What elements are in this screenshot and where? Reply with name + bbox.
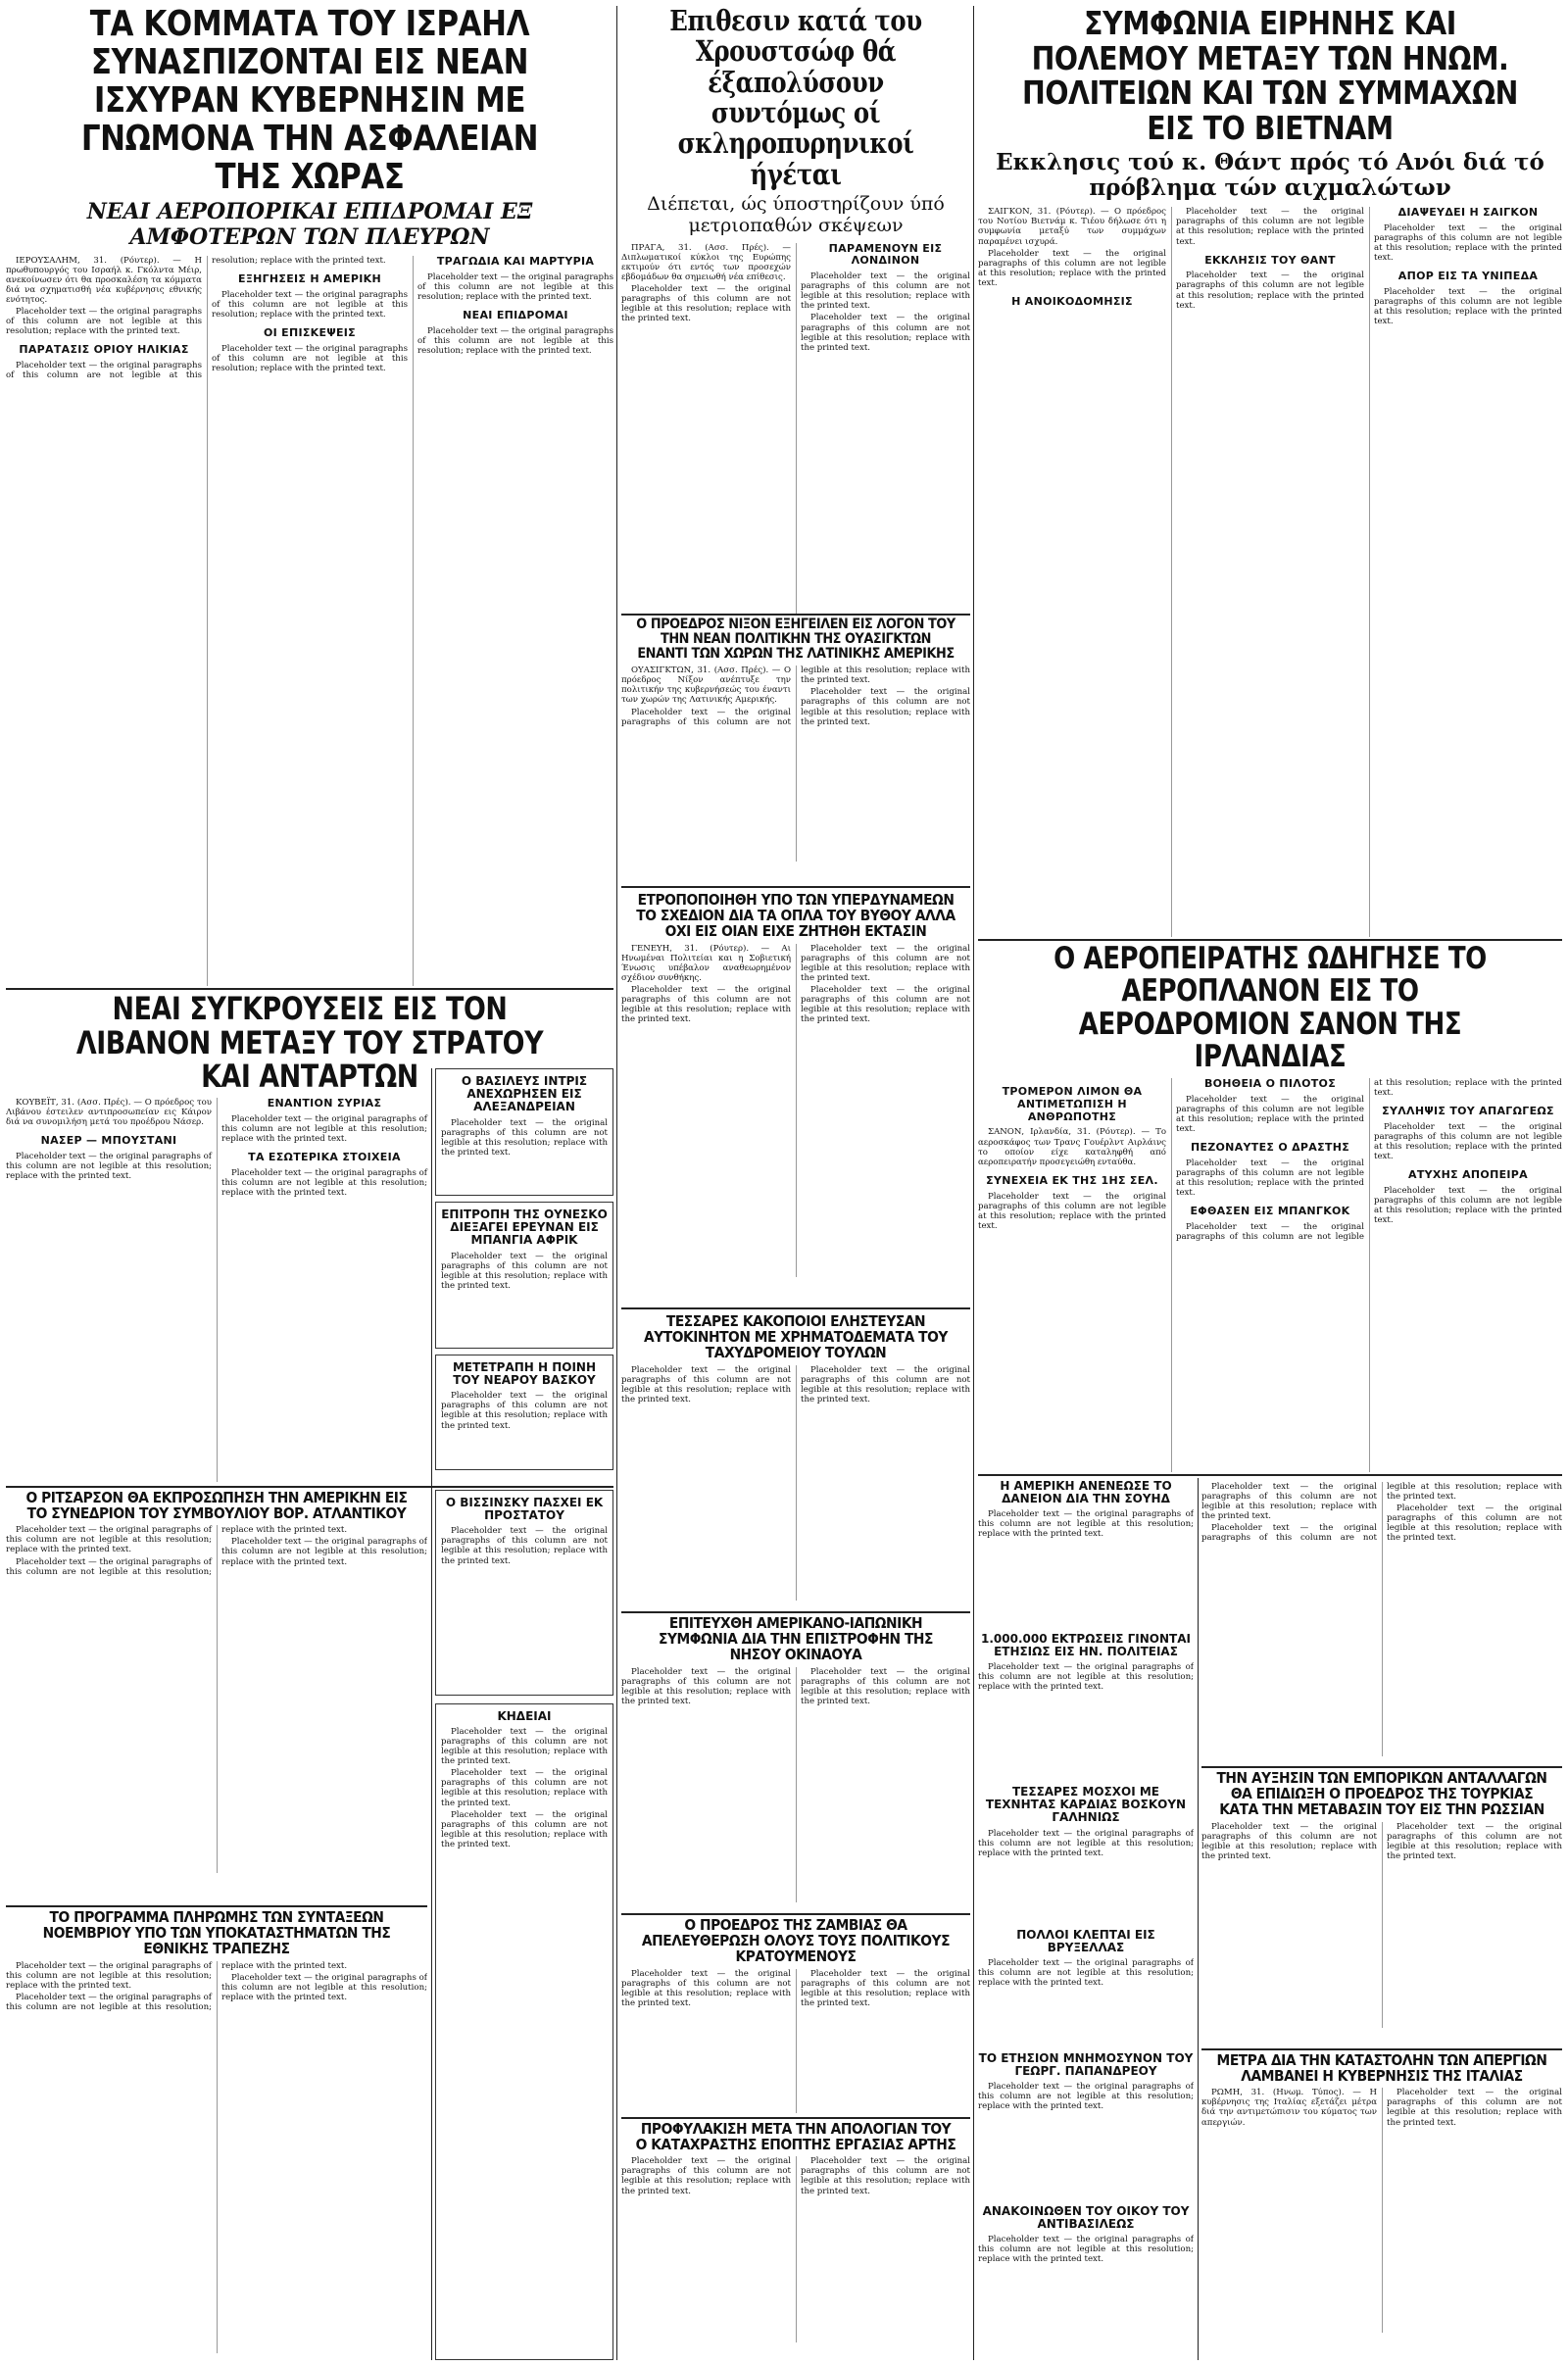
headline-deaths: ΚΗΔΕΙΑΙ bbox=[497, 1709, 552, 1723]
paragraph: ΚΟΥΒΕΪΤ, 31. (Ασσ. Πρές). — Ο πρόεδρος του Λιβάνου έστειλεν αντιπροσωπείαν εις Κάιρον διά να συνομιλήση μετά του προέδρου Νάσερ. bbox=[6, 1097, 212, 1127]
headline-penalty: ΜΕΤΕΤΡΑΠΗ Η ΠΟΙΝΗ ΤΟΥ ΝΕΑΡΟΥ ΒΑΣΚΟΥ bbox=[452, 1360, 597, 1388]
headline-lebanon: ΝΕΑΙ ΣΥΓΚΡΟΥΣΕΙΣ ΕΙΣ ΤΟΝ ΛΙΒΑΝΟΝ ΜΕΤΑΞΥ ΤΟΥ ΣΤΡΑΤΟΥ ΚΑΙ ΑΝΤΑΡΤΩΝ bbox=[75, 992, 544, 1096]
body-prince bbox=[441, 1118, 608, 1158]
subhead-israel: ΝΕΑΙ ΑΕΡΟΠΟΡΙΚΑΙ ΕΠΙΔΡΟΜΑΙ ΕΞ ΑΜΦΟΤΕΡΩΝ ΤΩΝ ΠΛΕΥΡΩΝ bbox=[86, 199, 533, 250]
section-heading: ΠΑΡΑΜΕΝΟΥΝ ΕΙΣ ΛΟΝΔΙΝΟΝ bbox=[828, 241, 943, 268]
body-vietnam bbox=[978, 207, 1562, 937]
paragraph: Placeholder text — the original paragraphs of this column are not legible at this resolution; replace with the printed text. bbox=[978, 248, 1166, 288]
body-pensions bbox=[6, 1961, 427, 2353]
paragraph: Placeholder text — the original paragraphs of this column are not legible at this resolution; replace with the printed text. bbox=[978, 2082, 1194, 2112]
section-heading: Η ΑΝΟΙΚΟΔΟΜΗΣΙΣ bbox=[1011, 294, 1133, 308]
paragraph: Placeholder text — the original paragraphs of this column are not legible at this resolution; replace with the printed text. bbox=[1176, 207, 1364, 247]
section-heading: ΤΡΟΜΕΡΟΝ ΛΙΜΟΝ ΘΑ ΑΝΤΙΜΕΤΩΠΙΣΗ Η ΑΝΘΡΩΠΟΤΗΣ bbox=[1002, 1084, 1143, 1123]
paragraph: Placeholder text — the original paragraphs of this column are not legible at this resolution; replace with the printed text. bbox=[1387, 1821, 1562, 1861]
paragraph: Placeholder text — the original paragraphs of this column are not legible at this resolution; replace with the printed text. bbox=[6, 1960, 212, 1991]
article-ireland bbox=[978, 943, 1562, 1472]
paragraph: Placeholder text — the original paragraphs of this column are not legible at this resolution; replace with the printed text. bbox=[221, 1537, 427, 1567]
section-heading: ΕΞΗΓΗΣΕΙΣ Η ΑΜΕΡΙΚΗ bbox=[238, 272, 381, 286]
headline-underwater: ΕΤΡΟΠΟΠΟΙΗΘΗ ΥΠΟ ΤΩΝ ΥΠΕΡΔΥΝΑΜΕΩΝ ΤΟ ΣΧΕΔΙΟΝ ΔΙΑ ΤΑ ΟΠΛΑ ΤΟΥ ΒΥΘΟΥ ΑΛΛΑ ΟΧΙ ΕΙΣ ΟΙΑΝ ΕΙΧΕ ΖΗΤΗΘΗ ΕΚΤΑΣΙΝ bbox=[636, 892, 956, 941]
column-rule bbox=[431, 1068, 432, 2360]
body-khrushchev bbox=[621, 243, 970, 614]
body-thieves bbox=[978, 1958, 1194, 1988]
headline-italy: ΜΕΤΡΑ ΔΙΑ ΤΗΝ ΚΑΤΑΣΤΟΛΗΝ ΤΩΝ ΑΠΕΡΓΙΩΝ ΛΑΜΒΑΝΕΙ Η ΚΥΒΕΡΝΗΣΙΣ ΤΗΣ ΙΤΑΛΙΑΣ bbox=[1216, 2052, 1547, 2086]
body-penalty bbox=[441, 1391, 608, 1430]
subhead-vietnam: Εκκλησις τού κ. Θάντ πρός τό Ανόι διά τό πρόβλημα τών αιχμαλώτων bbox=[996, 148, 1544, 201]
section-heading: ΠΕΖΟΝΑΥΤΕΣ Ο ΔΡΑΣΤΗΣ bbox=[1190, 1140, 1350, 1154]
article-memorial bbox=[978, 2050, 1194, 2197]
section-rule bbox=[621, 886, 970, 888]
body-lebanon bbox=[6, 1098, 427, 1482]
headline-memorial: ΤΟ ΕΤΗΣΙΟΝ ΜΝΗΜΟΣΥΝΟΝ ΤΟΥ ΓΕΩΡΓ. ΠΑΠΑΝΔΡΕΟΥ bbox=[978, 2051, 1194, 2079]
section-rule bbox=[621, 1611, 970, 1613]
section-rule bbox=[6, 988, 613, 990]
headline-nixon: Ο ΠΡΟΕΔΡΟΣ ΝΙΞΟΝ ΕΞΗΓΕΙΛΕΝ ΕΙΣ ΛΟΓΟΝ ΤΟΥ ΤΗΝ ΝΕΑΝ ΠΟΛΙΤΙΚΗΝ ΤΗΣ ΟΥΑΣΙΓΚΤΩΝ ΕΝΑΝΤΙ ΤΩΝ ΧΩΡΩΝ ΤΗΣ ΛΑΤΙΝΙΚΗΣ ΑΜΕΡΙΚΗΣ bbox=[636, 617, 956, 663]
paragraph: Placeholder text — the original paragraphs of this column are not legible at this resolution; replace with the printed text. bbox=[6, 255, 386, 381]
paragraph: Placeholder text — the original paragraphs of this column are not legible at this resolution; replace with the printed text. bbox=[441, 1727, 608, 1767]
paragraph: Placeholder text — the original paragraphs of this column are not legible at this resolution; replace with the printed text. bbox=[441, 1117, 608, 1158]
paragraph: Placeholder text — the original paragraphs of this column are not legible at this resolution; replace with the printed text. bbox=[1374, 287, 1562, 327]
headline-pensions: ΤΟ ΠΡΟΓΡΑΜΜΑ ΠΛΗΡΩΜΗΣ ΤΩΝ ΣΥΝΤΑΞΕΩΝ ΝΟΕΜΒΡΙΟΥ ΥΠΟ ΤΩΝ ΥΠΟΚΑΤΑΣΤΗΜΑΤΩΝ ΤΗΣ ΕΘΝΙΚΗΣ ΤΡΑΠΕΖΗΣ bbox=[42, 1909, 391, 1958]
article-penalty bbox=[435, 1355, 613, 1470]
article-quakes bbox=[978, 1631, 1194, 1778]
body-italy bbox=[1201, 2088, 1562, 2333]
article-arta bbox=[621, 2121, 970, 2360]
paragraph: Placeholder text — the original paragraphs of this column are not legible at this resolution; replace with the printed text. bbox=[1176, 271, 1364, 311]
paragraph: Placeholder text — the original paragraphs of this column are not legible at this resolution; replace with the printed text. bbox=[801, 943, 970, 983]
article-khrushchev bbox=[621, 6, 970, 614]
article-okinawa bbox=[621, 1615, 970, 1909]
article-robbery bbox=[621, 1313, 970, 1607]
paragraph: Placeholder text — the original paragraphs of this column are not legible at this resolution; replace with the printed text. bbox=[801, 271, 970, 312]
body-turkey bbox=[1201, 1822, 1562, 2028]
headline-vietnam: ΣΥΜΦΩΝΙΑ ΕΙΡΗΝΗΣ ΚΑΙ ΠΟΛΕΜΟΥ ΜΕΤΑΞΥ ΤΩΝ ΗΝΩΜ. ΠΟΛΙΤΕΙΩΝ ΚΑΙ ΤΩΝ ΣΥΜΜΑΧΩΝ ΕΙΣ ΤΟ ΒΙΕΤΝΑΜ bbox=[1022, 6, 1518, 147]
section-rule bbox=[6, 1905, 427, 1907]
paragraph: Placeholder text — the original paragraphs of this column are not legible at this resolution; replace with the printed text. bbox=[978, 1662, 1194, 1693]
section-heading: ΕΦΘΑΣΕΝ ΕΙΣ ΜΠΑΝΓΚΟΚ bbox=[1190, 1204, 1350, 1217]
section-heading: ΟΙ ΕΠΙΣΚΕΨΕΙΣ bbox=[263, 326, 356, 340]
section-heading: ΝΑΣΕΡ — ΜΠΟΥΣΤΑΝΙ bbox=[40, 1133, 177, 1147]
headline-okinawa: ΕΠΙΤΕΥΧΘΗ ΑΜΕΡΙΚΑΝΟ-ΙΑΠΩΝΙΚΗ ΣΥΜΦΩΝΙΑ ΔΙΑ ΤΗΝ ΕΠΙΣΤΡΟΦΗΝ ΤΗΣ ΝΗΣΟΥ ΟΚΙΝΑΟΥΑ bbox=[659, 1615, 933, 1664]
body-quakes bbox=[978, 1662, 1194, 1692]
headline-thieves: ΠΟΛΛΟΙ ΚΛΕΠΤΑΙ ΕΙΣ ΒΡΥΞΕΛΛΑΣ bbox=[1016, 1928, 1155, 1955]
paragraph: Placeholder text — the original paragraphs of this column are not legible at this resolution; replace with the printed text. bbox=[621, 984, 791, 1024]
paragraph: Placeholder text — the original paragraphs of this column are not legible at this resolution; replace with the printed text. bbox=[6, 1525, 348, 1577]
headline-ireland: Ο ΑΕΡΟΠΕΙΡΑΤΗΣ ΩΔΗΓΗΣΕ ΤΟ ΑΕΡΟΠΛΑΝΟΝ ΕΙΣ ΤΟ ΑΕΡΟΔΡΟΜΙΟΝ ΣΑΝΟΝ ΤΗΣ ΙΡΛΑΝΔΙΑΣ bbox=[1054, 943, 1487, 1075]
body-ireland bbox=[978, 1078, 1562, 1472]
article-italy bbox=[1201, 2052, 1562, 2360]
paragraph: ΙΕΡΟΥΣΑΛΗΜ, 31. (Ρόυτερ). — Η πρωθυπουργός του Ισραήλ κ. Γκόλντα Μέιρ, ανεκοίνωσεν ότι θα προσκαλέση τα κόμματα διά να σχηματισθή νέα κυβέρνησις εθνικής ενότητος. bbox=[6, 255, 202, 306]
paragraph: ΣΑΙΓΚΟΝ, 31. (Ρόυτερ). — Ο πρόεδρος του Νοτίου Βιετνάμ κ. Τιέου δήλωσε ότι η συμφωνία μεταξύ των συμμάχων παραμένει ισχυρά. bbox=[978, 207, 1166, 247]
paragraph: Placeholder text — the original paragraphs of this column are not legible at this resolution; replace with the printed text. bbox=[441, 1809, 608, 1849]
article-dollars bbox=[978, 1478, 1194, 1625]
headline-zambia: Ο ΠΡΟΕΔΡΟΣ ΤΗΣ ΖΑΜΒΙΑΣ ΘΑ ΑΠΕΛΕΥΘΕΡΩΣΗ ΟΛΟΥΣ ΤΟΥΣ ΠΟΛΙΤΙΚΟΥΣ ΚΡΑΤΟΥΜΕΝΟΥΣ bbox=[641, 1917, 951, 1966]
headline-nato: Ο ΡΙΤΣΑΡΣΟΝ ΘΑ ΕΚΠΡΟΣΩΠΗΣΗ ΤΗΝ ΑΜΕΡΙΚΗΝ ΕΙΣ ΤΟ ΣΥΝΕΔΡΙΟΝ ΤΟΥ ΣΥΜΒΟΥΛΙΟΥ ΒΟΡ. ΑΤΛΑΝΤΙΚΟΥ bbox=[25, 1490, 408, 1523]
paragraph: Placeholder text — the original paragraphs of this column are not legible at this resolution; replace with the printed text. bbox=[1201, 1821, 1377, 1861]
body-cows bbox=[978, 1829, 1194, 1858]
paragraph: Placeholder text — the original paragraphs of this column are not legible at this resolution; replace with the printed text. bbox=[212, 343, 408, 373]
paragraph: Placeholder text — the original paragraphs of this column are not legible at this resolution; replace with the printed text. bbox=[6, 1151, 212, 1181]
body-nixon bbox=[621, 665, 970, 862]
paragraph: Placeholder text — the original paragraphs of this column are not legible at this resolution; replace with the printed text. bbox=[221, 1113, 427, 1144]
paragraph: Placeholder text — the original paragraphs of this column are not legible at this resolution; replace with the printed text. bbox=[801, 687, 970, 727]
paragraph: ΠΡΑΓΑ, 31. (Ασσ. Πρές). — Διπλωματικοί κύκλοι της Ευρώπης εκτιμούν ότι εντός των προσεχών εβδομάδων θα σημειωθή νέα επίθεσις. bbox=[621, 242, 791, 282]
paragraph: Placeholder text — the original paragraphs of this column are not legible at this resolution; replace with the printed text. bbox=[221, 1167, 427, 1198]
headline-arta: ΠΡΟΦΥΛΑΚΙΣΗ ΜΕΤΑ ΤΗΝ ΑΠΟΛΟΓΙΑΝ ΤΟΥ Ο ΚΑΤΑΧΡΑΣΤΗΣ ΕΠΟΠΤΗΣ ΕΡΓΑΣΙΑΣ ΑΡΤΗΣ bbox=[635, 2121, 956, 2154]
article-nato bbox=[6, 1490, 427, 1901]
paragraph: Placeholder text — the original paragraphs of this column are not legible at this resolution; replace with the printed text. bbox=[978, 1958, 1194, 1989]
paragraph: ΣΑΝΟΝ, Ιρλανδία, 31. (Ρόυτερ). — Το αεροσκάφος των Τρανς Γουέρλντ Αιρλάινς το οποίον είχε καταληφθή από αεροπειρατήν προσεγειώθη ενταύθα. bbox=[978, 1127, 1166, 1167]
body-deaths bbox=[441, 1727, 608, 1849]
body-zambia bbox=[621, 1969, 970, 2113]
section-heading: ΣΥΝΕΧΕΙΑ ΕΚ ΤΗΣ 1ΗΣ ΣΕΛ. bbox=[986, 1173, 1158, 1187]
body-robbery bbox=[621, 1365, 970, 1601]
body-bazzini bbox=[441, 1526, 608, 1565]
paragraph: Placeholder text — the original paragraphs of this column are not legible at this resolution; replace with the printed text. bbox=[978, 1191, 1166, 1231]
body-arta bbox=[621, 2156, 970, 2342]
headline-quakes: 1.000.000 ΕΚΤΡΩΣΕΙΣ ΓΙΝΟΝΤΑΙ ΕΤΗΣΙΩΣ ΕΙΣ ΗΝ. ΠΟΛΙΤΕΙΑΣ bbox=[981, 1632, 1191, 1659]
section-heading: ΣΥΛΛΗΨΙΣ ΤΟΥ ΑΠΑΓΩΓΕΩΣ bbox=[1382, 1104, 1554, 1117]
paragraph: Placeholder text — the original paragraphs of this column are not legible at this resolution; replace with the printed text. bbox=[441, 1768, 608, 1808]
article-deaths bbox=[435, 1703, 613, 2360]
section-rule bbox=[621, 1913, 970, 1915]
article-bazzini bbox=[435, 1490, 613, 1696]
paragraph: Placeholder text — the original paragraphs of this column are not legible at this resolution; replace with the printed text. bbox=[801, 1364, 970, 1405]
section-rule bbox=[621, 1307, 970, 1309]
paragraph: Placeholder text — the original paragraphs of this column are not legible at this resolution; replace with the printed text. bbox=[417, 325, 613, 356]
paragraph: Placeholder text — the original paragraphs of this column are not legible at this resolution; replace with the printed text. bbox=[978, 1828, 1194, 1858]
section-heading: ΔΙΑΨΕΥΔΕΙ Η ΣΑΙΓΚΟΝ bbox=[1397, 206, 1539, 220]
article-thieves bbox=[978, 1927, 1194, 2045]
paragraph: Placeholder text — the original paragraphs of this column are not legible at this resolution; replace with the printed text. bbox=[1176, 1158, 1364, 1198]
column-rule bbox=[616, 6, 617, 2360]
paragraph: ΡΩΜΗ, 31. (Ηνωμ. Τύπος). — Η κυβέρνησις της Ιταλίας εξετάζει μέτρα διά την αντιμετώπισιν του κύματος των απεργιών. bbox=[1201, 2088, 1377, 2128]
paragraph: Placeholder text — the original paragraphs of this column are not legible at this resolution; replace with the printed text. bbox=[621, 283, 791, 323]
paragraph: Placeholder text — the original paragraphs of this column are not legible at this resolution; replace with the printed text. bbox=[621, 1364, 791, 1405]
section-heading: ΤΑ ΕΣΩΤΕΡΙΚΑ ΣΤΟΙΧΕΙΑ bbox=[248, 1150, 401, 1163]
body-memorial bbox=[978, 2082, 1194, 2111]
section-rule bbox=[1201, 2048, 1562, 2050]
section-rule bbox=[621, 614, 970, 616]
body-underwater bbox=[621, 944, 970, 1277]
paragraph: Placeholder text — the original paragraphs of this column are not legible at this resolution; replace with the printed text. bbox=[1374, 223, 1562, 264]
paragraph: Placeholder text — the original paragraphs of this column are not legible at this resolution; replace with the printed text. bbox=[441, 1391, 608, 1431]
section-rule bbox=[978, 939, 1562, 941]
paragraph: Placeholder text — the original paragraphs of this column are not legible at this resolution; replace with the printed text. bbox=[621, 665, 970, 727]
body-okinawa bbox=[621, 1667, 970, 1902]
paragraph: Placeholder text — the original paragraphs of this column are not legible at this resolution; replace with the printed text. bbox=[978, 1509, 1194, 1540]
article-vietnam bbox=[978, 6, 1562, 937]
article-cows bbox=[978, 1784, 1194, 1921]
article-underwater bbox=[621, 892, 970, 1304]
section-heading: ΠΑΡΑΤΑΣΙΣ ΟΡΙΟΥ ΗΛΙΚΙΑΣ bbox=[19, 343, 189, 357]
article-israel bbox=[6, 6, 613, 986]
column-rule bbox=[1198, 1478, 1199, 2360]
section-heading: ΕΝΑΝΤΙΟΝ ΣΥΡΙΑΣ bbox=[267, 1096, 382, 1109]
paragraph: Placeholder text — the original paragraphs of this column are not legible at this resolution; replace with the printed text. bbox=[1387, 1503, 1562, 1544]
paragraph: Placeholder text — the original paragraphs of this column are not legible at this resolution; replace with the printed text. bbox=[1176, 1077, 1562, 1242]
article-prince bbox=[435, 1068, 613, 1196]
body-unesco bbox=[441, 1252, 608, 1291]
section-rule bbox=[978, 1474, 1562, 1476]
section-heading: ΑΤΥΧΗΣ ΑΠΟΠΕΙΡΑ bbox=[1408, 1168, 1528, 1182]
article-zambia bbox=[621, 1917, 970, 2113]
paragraph: Placeholder text — the original paragraphs of this column are not legible at this resolution; replace with the printed text. bbox=[1201, 1482, 1562, 1544]
paragraph: Placeholder text — the original paragraphs of this column are not legible at this resolution; replace with the printed text. bbox=[1374, 1121, 1562, 1161]
section-heading: ΒΟΗΘΕΙΑ Ο ΠΙΛΟΤΟΣ bbox=[1203, 1076, 1337, 1090]
paragraph: Placeholder text — the original paragraphs of this column are not legible at this resolution; replace with the printed text. bbox=[6, 1960, 348, 2012]
article-royal bbox=[978, 2203, 1194, 2360]
headline-unesco: ΕΠΙΤΡΟΠΗ ΤΗΣ ΟΥΝΕΣΚΟ ΔΙΕΞΑΓΕΙ ΕΡΕΥΝΑΝ ΕΙΣ ΜΠΑΝΓΙΑ ΑΦΡΙΚ bbox=[441, 1208, 608, 1248]
section-rule bbox=[1201, 1766, 1562, 1768]
paragraph: Placeholder text — the original paragraphs of this column are not legible at this resolution; replace with the printed text. bbox=[801, 1968, 970, 2008]
paragraph: Placeholder text — the original paragraphs of this column are not legible at this resolution; replace with the printed text. bbox=[978, 2235, 1194, 2265]
body-nato bbox=[6, 1525, 427, 1873]
paragraph: Placeholder text — the original paragraphs of this column are not legible at this resolution; replace with the printed text. bbox=[621, 2156, 791, 2196]
paragraph: Placeholder text — the original paragraphs of this column are not legible at this resolution; replace with the printed text. bbox=[801, 1666, 970, 1706]
body-royal bbox=[978, 2235, 1194, 2264]
headline-royal: ΑΝΑΚΟΙΝΩΘΕΝ ΤΟΥ ΟΙΚΟΥ ΤΟΥ ΑΝΤΙΒΑΣΙΛΕΩΣ bbox=[982, 2204, 1190, 2232]
paragraph: Placeholder text — the original paragraphs of this column are not legible at this resolution; replace with the printed text. bbox=[6, 307, 202, 337]
section-heading: ΕΚΚΛΗΣΙΣ ΤΟΥ ΘΑΝΤ bbox=[1204, 253, 1336, 267]
paragraph: ΓΕΝΕΥΗ, 31. (Ρόυτερ). — Αι Ηνωμέναι Πολιτείαι και η Σοβιετική Ένωσις υπέβαλον αναθεωρημένον σχέδιον συνθήκης. bbox=[621, 943, 791, 983]
article-unesco bbox=[435, 1202, 613, 1349]
paragraph: Placeholder text — the original paragraphs of this column are not legible at this resolution; replace with the printed text. bbox=[441, 1251, 608, 1291]
paragraph: Placeholder text — the original paragraphs of this column are not legible at this resolution; replace with the printed text. bbox=[1201, 1482, 1377, 1522]
headline-khrushchev: Επιθεσιν κατά του Χρουστσώφ θά έξαπολύσουν συντόμως οί σκληροπυρηνικοί ήγέται bbox=[669, 6, 922, 191]
section-heading: ΑΠΟΡ ΕΙΣ ΤΑ ΥΝΙΠΕΔΑ bbox=[1397, 270, 1539, 283]
article-pensions bbox=[6, 1909, 427, 2360]
paragraph: Placeholder text — the original paragraphs of this column are not legible at this resolution; replace with the printed text. bbox=[1374, 1185, 1562, 1226]
paragraph: Placeholder text — the original paragraphs of this column are not legible at this resolution; replace with the printed text. bbox=[441, 1526, 608, 1566]
paragraph: Placeholder text — the original paragraphs of this column are not legible at this resolution; replace with the printed text. bbox=[417, 271, 613, 302]
paragraph: Placeholder text — the original paragraphs of this column are not legible at this resolution; replace with the printed text. bbox=[801, 313, 970, 353]
headline-prince: Ο ΒΑΣΙΛΕΥΣ ΙΝΤΡΙΣ ΑΝΕΧΩΡΗΣΕΝ ΕΙΣ ΑΛΕΞΑΝΔΡΕΙΑΝ bbox=[461, 1074, 588, 1114]
headline-israel: ΤΑ ΚΟΜΜΑΤΑ ΤΟΥ ΙΣΡΑΗΛ ΣΥΝΑΣΠΙΖΟΝΤΑΙ ΕΙΣ ΝΕΑΝ ΙΣΧΥΡΑΝ ΚΥΒΕΡΝΗΣΙΝ ΜΕ ΓΝΩΜΟΝΑ ΤΗΝ ΑΣΦΑΛΕΙΑΝ ΤΗΣ ΧΩΡΑΣ bbox=[80, 6, 539, 197]
section-heading: ΤΡΑΓΩΔΙΑ ΚΑΙ ΜΑΡΤΥΡΙΑ bbox=[436, 254, 595, 268]
section-rule bbox=[6, 1486, 613, 1488]
headline-bazzini: Ο ΒΙΣΣΙΝΣΚΥ ΠΑΣΧΕΙ ΕΚ ΠΡΟΣΤΑΤΟΥ bbox=[445, 1496, 604, 1523]
paragraph: Placeholder text — the original paragraphs of this column are not legible at this resolution; replace with the printed text. bbox=[801, 2156, 970, 2196]
article-nixon bbox=[621, 617, 970, 882]
column-rule bbox=[973, 6, 974, 2360]
paragraph: Placeholder text — the original paragraphs of this column are not legible at this resolution; replace with the printed text. bbox=[801, 984, 970, 1024]
paragraph: Placeholder text — the original paragraphs of this column are not legible at this resolution; replace with the printed text. bbox=[221, 1972, 427, 2002]
headline-robbery: ΤΕΣΣΑΡΕΣ ΚΑΚΟΠΟΙΟΙ ΕΛΗΣΤΕΥΣΑΝ ΑΥΤΟΚΙΝΗΤΟΝ ΜΕ ΧΡΗΜΑΤΟΔΕΜΑΤΑ ΤΟΥ ΤΑΧΥΔΡΟΜΕΙΟΥ ΤΟΥΛΩΝ bbox=[644, 1313, 948, 1362]
headline-cows: ΤΕΣΣΑΡΕΣ ΜΟΣΧΟΙ ΜΕ ΤΕΧΝΗΤΑΣ ΚΑΡΔΙΑΣ ΒΟΣΚΟΥΝ ΓΑΛΗΝΙΩΣ bbox=[985, 1785, 1187, 1825]
subhead-khrushchev: Διέπεται, ώς ύποστηρίζουν ύπό μετριοπαθών σκέψεων bbox=[647, 192, 945, 236]
section-heading: ΝΕΑΙ ΕΠΙΔΡΟΜΑΙ bbox=[463, 308, 568, 321]
paragraph: Placeholder text — the original paragraphs of this column are not legible at this resolution; replace with the printed text. bbox=[621, 1666, 791, 1706]
headline-dollars: Η ΑΜΕΡΙΚΗ ΑΝΕΝΕΩΣΕ ΤΟ ΔΑΝΕΙΟΝ ΔΙΑ ΤΗΝ ΣΟΥΗΔ bbox=[1000, 1479, 1172, 1506]
body-israel bbox=[6, 256, 613, 986]
article-turkey bbox=[1201, 1770, 1562, 2045]
paragraph: Placeholder text — the original paragraphs of this column are not legible at this resolution; replace with the printed text. bbox=[621, 1968, 791, 2008]
body-dollars bbox=[978, 1509, 1194, 1539]
paragraph: Placeholder text — the original paragraphs of this column are not legible at this resolution; replace with the printed text. bbox=[1176, 1094, 1364, 1134]
body-ireland-continued bbox=[1201, 1482, 1562, 1756]
headline-turkey: ΤΗΝ ΑΥΞΗΣΙΝ ΤΩΝ ΕΜΠΟΡΙΚΩΝ ΑΝΤΑΛΛΑΓΩΝ ΘΑ ΕΠΙΔΙΩΞΗ Ο ΠΡΟΕΔΡΟΣ ΤΗΣ ΤΟΥΡΚΙΑΣ ΚΑΤΑ ΤΗΝ ΜΕΤΑΒΑΣΙΝ ΤΟΥ ΕΙΣ ΤΗΝ ΡΩΣΣΙΑΝ bbox=[1216, 1770, 1547, 1819]
paragraph: Placeholder text — the original paragraphs of this column are not legible at this resolution; replace with the printed text. bbox=[212, 289, 408, 320]
paragraph: Placeholder text — the original paragraphs of this column are not legible at this resolution; replace with the printed text. bbox=[6, 1525, 212, 1555]
article-ireland-continued bbox=[1201, 1478, 1562, 1762]
paragraph: Placeholder text — the original paragraphs of this column are not legible at this resolution; replace with the printed text. bbox=[1387, 2088, 1562, 2128]
section-rule bbox=[621, 2117, 970, 2119]
paragraph: ΟΥΑΣΙΓΚΤΩΝ, 31. (Ασσ. Πρές). — Ο πρόεδρος Νίξον ανέπτυξε την πολιτικήν της κυβερνήσεώς του έναντι των χωρών της Λατινικής Αμερικής. bbox=[621, 665, 791, 706]
